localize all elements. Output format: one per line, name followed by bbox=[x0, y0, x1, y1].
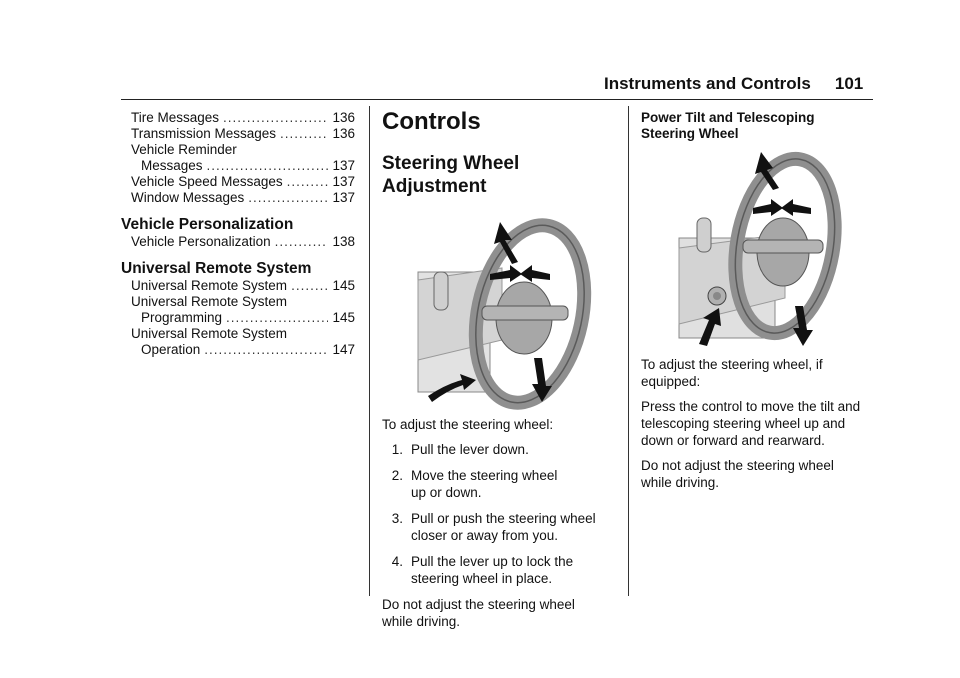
toc-entry-page: 145 bbox=[332, 278, 355, 293]
toc-entry[interactable] bbox=[121, 234, 355, 250]
toc-entry[interactable] bbox=[121, 110, 355, 126]
power-paragraph-1: Press the control to move the tilt and telescoping steering wheel up and down or forward and rearward. bbox=[641, 399, 861, 448]
steering-wheel-power-figure bbox=[675, 148, 875, 348]
toc-section-heading: Vehicle Personalization bbox=[121, 216, 294, 233]
step-text: Pull or push the steering wheel closer or away from you. bbox=[411, 511, 596, 543]
toc-entry-page: 138 bbox=[332, 234, 355, 249]
toc-entry[interactable] bbox=[121, 310, 355, 326]
toc-entry[interactable] bbox=[121, 190, 355, 206]
column-divider-1 bbox=[369, 106, 370, 596]
power-tilt-heading: Power Tilt and Telescoping Steering Wheel bbox=[641, 110, 815, 141]
toc-entry-page: 137 bbox=[332, 190, 355, 205]
toc-entry-label: Tire Messages bbox=[131, 110, 220, 125]
running-header bbox=[604, 74, 863, 94]
controls-column bbox=[382, 108, 617, 638]
step-item bbox=[382, 441, 617, 458]
toc-entry-page: 137 bbox=[332, 174, 355, 189]
toc-entry[interactable] bbox=[121, 174, 355, 190]
step-number: 2. bbox=[391, 468, 403, 483]
toc-entry-label: Programming bbox=[141, 310, 223, 325]
toc-entry-label: Window Messages bbox=[131, 190, 245, 205]
toc-entry-line1[interactable]: Universal Remote System bbox=[131, 326, 288, 341]
header-section-title: Instruments and Controls bbox=[604, 74, 811, 93]
step-number: 4. bbox=[391, 554, 403, 569]
column-divider-2 bbox=[628, 106, 629, 596]
toc-entry-page: 137 bbox=[332, 158, 355, 173]
steering-wheel-manual-figure bbox=[382, 210, 617, 410]
power-tilt-column bbox=[641, 110, 881, 499]
step-text: Pull the lever up to lock the steering wheel in place. bbox=[411, 554, 574, 586]
toc-entry[interactable] bbox=[121, 126, 355, 142]
header-rule bbox=[121, 99, 873, 100]
toc-entry-label: Operation bbox=[141, 342, 201, 357]
toc-entry[interactable] bbox=[121, 278, 355, 294]
toc-entry-page: 136 bbox=[332, 126, 355, 141]
toc-entry-page: 145 bbox=[332, 310, 355, 325]
steps-list bbox=[382, 441, 617, 587]
section-title: Controls bbox=[382, 108, 481, 135]
step-number: 3. bbox=[391, 511, 403, 526]
power-paragraph-2: Do not adjust the steering wheel while driving. bbox=[641, 458, 834, 490]
toc-entry-line1[interactable]: Vehicle Reminder bbox=[131, 142, 237, 157]
step-item bbox=[382, 553, 617, 587]
toc-entry-page: 136 bbox=[332, 110, 355, 125]
step-item bbox=[382, 510, 617, 544]
toc-column bbox=[121, 110, 355, 358]
toc-entry-label: Transmission Messages bbox=[131, 126, 277, 141]
warning-text: Do not adjust the steering wheel while driving. bbox=[382, 597, 575, 629]
toc-entry[interactable] bbox=[121, 158, 355, 174]
toc-entry-page: 147 bbox=[332, 342, 355, 357]
toc-section-heading: Universal Remote System bbox=[121, 260, 312, 277]
toc-entry-label: Messages bbox=[141, 158, 203, 173]
toc-entry-label: Vehicle Speed Messages bbox=[131, 174, 283, 189]
step-text: Pull the lever down. bbox=[411, 442, 529, 457]
page-number: 101 bbox=[834, 74, 864, 93]
toc-entry-label: Universal Remote System bbox=[131, 278, 288, 293]
step-number: 1. bbox=[391, 442, 403, 457]
toc-entry-label: Vehicle Personalization bbox=[131, 234, 271, 249]
toc-entry[interactable] bbox=[121, 342, 355, 358]
step-item bbox=[382, 467, 617, 501]
step-text: Move the steering wheel up or down. bbox=[411, 468, 558, 500]
toc-entry-line1[interactable]: Universal Remote System bbox=[131, 294, 288, 309]
subsection-title: Steering Wheel Adjustment bbox=[382, 153, 520, 197]
power-intro: To adjust the steering wheel, if equipped: bbox=[641, 357, 823, 389]
instruction-intro: To adjust the steering wheel: bbox=[382, 417, 554, 432]
